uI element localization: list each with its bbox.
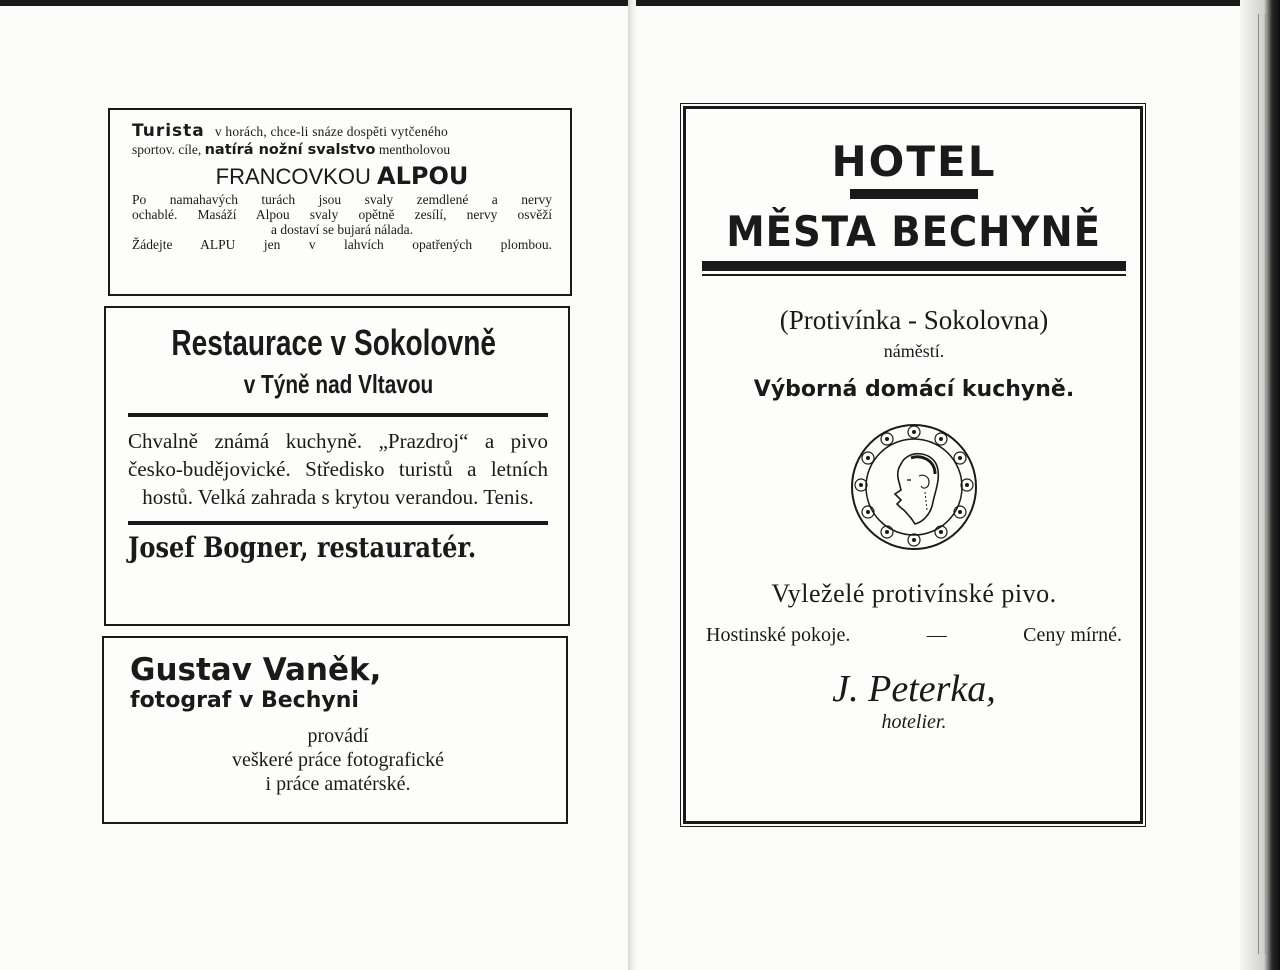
alpa-line-1-rest: v horách, chce-li snáze dospěti vytčeného bbox=[214, 124, 448, 139]
restaurace-heading-text: Restaurace v Sokolovně bbox=[171, 322, 496, 363]
alpa-line-2-bold: natírá nožní svalstvo bbox=[204, 142, 376, 158]
hotel-kitchen: Výborná domácí kuchyně. bbox=[753, 377, 1075, 402]
hotel-square: náměstí. bbox=[883, 341, 945, 361]
alpa-line-1 bbox=[132, 122, 552, 141]
page-stack-edge bbox=[1240, 0, 1280, 970]
alpa-body-4: Žádejte ALPU jen v lahvích opatřených plombou. bbox=[132, 237, 552, 252]
ad-hotel-mesta-bechyne bbox=[683, 106, 1143, 824]
alpa-line-2 bbox=[132, 141, 552, 159]
hotel-city bbox=[702, 209, 1126, 255]
restaurace-subheading bbox=[128, 368, 548, 401]
hotel-owner: J. Peterka, bbox=[832, 668, 996, 710]
hotel-bar-thin bbox=[702, 274, 1126, 276]
fotograf-services bbox=[130, 724, 546, 796]
page-top-edge bbox=[0, 0, 1280, 6]
hotel-city-text: MĚSTA BECHYNĚ bbox=[726, 207, 1102, 256]
restaurace-heading bbox=[128, 322, 548, 364]
fotograf-title: fotograf v Bechyni bbox=[130, 688, 359, 713]
hotel-rooms-line bbox=[702, 622, 1126, 648]
hotel-bar-long bbox=[702, 261, 1126, 271]
alpa-turista: Turista bbox=[132, 121, 205, 141]
hotel-bar-short bbox=[850, 189, 978, 199]
hotel-owner-title: hotelier. bbox=[881, 711, 947, 733]
book-gutter bbox=[628, 0, 636, 970]
restaurace-subheading-text: v Týně nad Vltavou bbox=[243, 369, 433, 399]
restaurace-rule bbox=[128, 413, 548, 417]
alpa-body-2: ochablé. Masáží Alpou svaly opětně zesílí, nervy osvěží bbox=[132, 207, 552, 222]
page-edge-lines bbox=[1258, 14, 1266, 954]
hotel-beer: Vyleželé protivínské pivo. bbox=[771, 579, 1057, 608]
hotel-prices: Ceny mírné. bbox=[1023, 624, 1122, 646]
alpa-line-3 bbox=[132, 161, 552, 192]
fotograf-name: Gustav Vaněk, bbox=[130, 652, 382, 688]
ad-fotograf-vanek bbox=[102, 636, 568, 824]
alpa-line-2-end: mentholovou bbox=[378, 142, 451, 157]
hotel-name: HOTEL bbox=[831, 137, 997, 186]
fotograf-line-2: veškeré práce fotografické bbox=[231, 749, 445, 771]
ad-restaurace-sokolovna bbox=[104, 306, 570, 626]
alpa-alpou: ALPOU bbox=[377, 162, 469, 190]
restaurace-signature bbox=[128, 531, 548, 565]
restaurace-rule-bottom bbox=[128, 521, 548, 525]
fotograf-line-1: provádí bbox=[307, 725, 369, 747]
woman-portrait-emblem-icon bbox=[849, 422, 979, 552]
alpa-francovkou: FRANCOVKOU bbox=[215, 164, 371, 189]
hotel-dash: — bbox=[926, 624, 947, 646]
alpa-body-3: a dostaví se bujará nálada. bbox=[270, 222, 414, 237]
alpa-line-2-start: sportov. cíle, bbox=[132, 142, 202, 157]
restaurace-text: Chvalně známá kuchyně. „Prazdroj“ a pivo česko-budějovické. Středisko turistů a letních hostů. Velká zahrada s krytou verandou. Tenis. bbox=[128, 429, 548, 509]
alpa-body-1: Po namahavých turách jsou svaly zemdlené a nervy bbox=[132, 192, 552, 207]
restaurace-signature-text: Josef Bogner, restauratér. bbox=[128, 531, 477, 564]
ad-alpa-francovka bbox=[108, 108, 572, 296]
fotograf-line-3: i práce amatérské. bbox=[265, 773, 411, 795]
hotel-location: (Protivínka - Sokolovna) bbox=[779, 305, 1049, 335]
hotel-rooms: Hostinské pokoje. bbox=[706, 624, 851, 646]
